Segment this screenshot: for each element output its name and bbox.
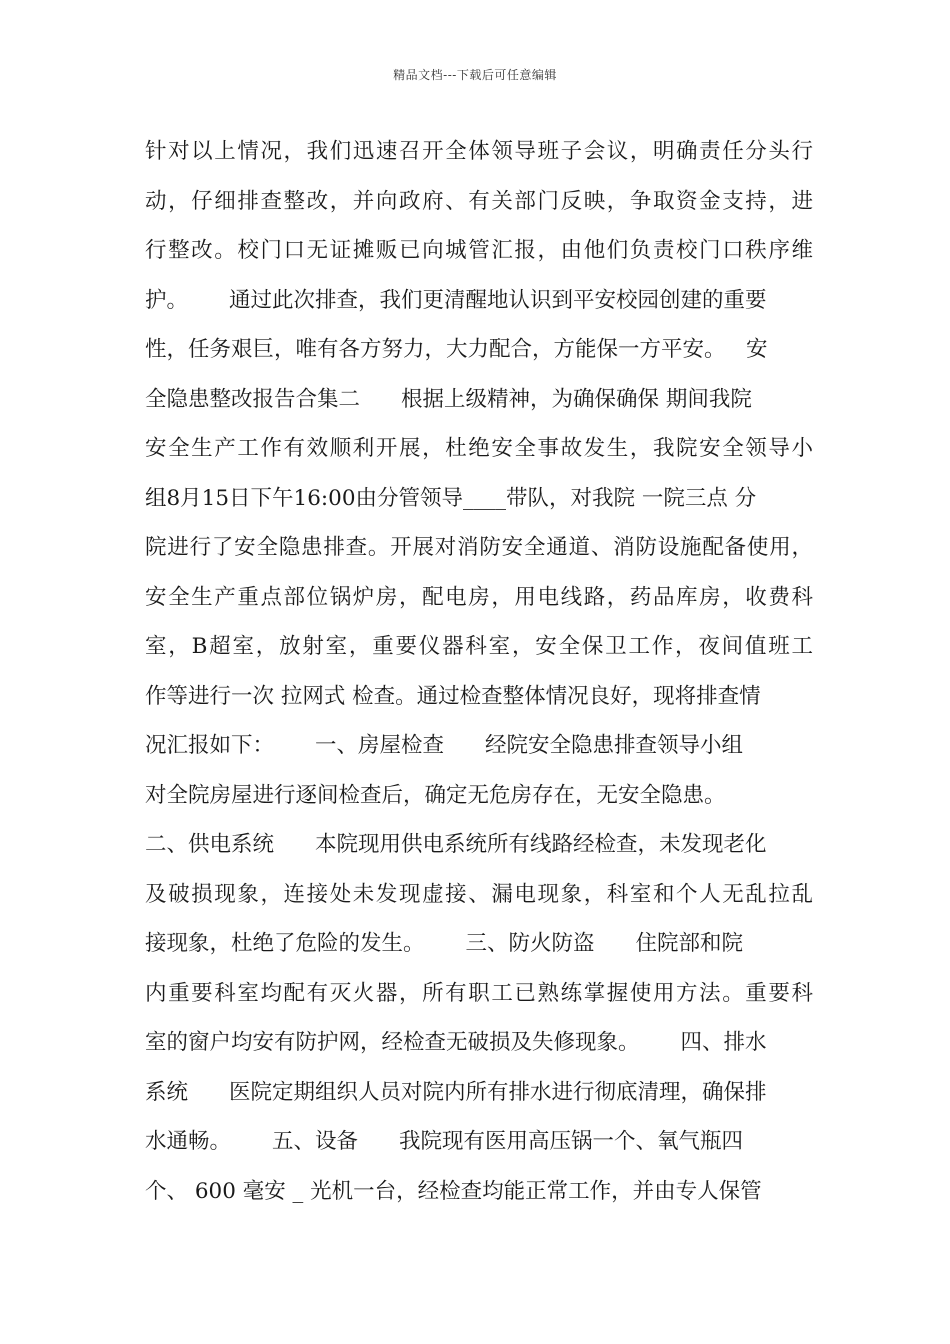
body-text bbox=[145, 132, 813, 1221]
text-line: 二、供电系统 本院现用供电系统所有线路经检查，未发现老化 bbox=[145, 832, 767, 857]
text-line: 系统 医院定期组织人员对院内所有排水进行彻底清理，确保排 bbox=[145, 1079, 767, 1105]
text-line: 水通畅。 五、设备 我院现有医用高压锅一个、氧气瓶四 bbox=[145, 1129, 744, 1154]
text-line: 个、 600 毫安 _ 光机一台，经检查均能正常工作，并由专人保管 bbox=[145, 1178, 762, 1204]
text-line: 组8月15日下午16:00由分管领导____带队，对我院 一院三点 分 bbox=[145, 485, 757, 511]
text-line: 院进行了安全隐患排查。开展对消防安全通道、消防设施配备使用， bbox=[145, 535, 813, 560]
text-line: 室的窗户均安有防护网，经检查无破损及失修现象。 四、排水 bbox=[145, 1030, 767, 1055]
text-line: 及破损现象，连接处未发现虚接、漏电现象，科室和个人无乱拉乱 bbox=[145, 881, 813, 907]
text-line: 室，B超室，放射室，重要仪器科室，安全保卫工作，夜间值班工 bbox=[145, 634, 813, 659]
text-line: 内重要科室均配有灭火器，所有职工已熟练掌握使用方法。重要科 bbox=[145, 980, 813, 1006]
text-line: 全隐患整改报告合集二 根据上级精神，为确保确保 期间我院 bbox=[145, 386, 752, 412]
text-line: 安全生产重点部位锅炉房，配电房，用电线路，药品库房，收费科 bbox=[145, 584, 813, 610]
text-line: 针对以上情况，我们迅速召开全体领导班子会议，明确责任分头行 bbox=[145, 139, 813, 164]
text-line: 接现象，杜绝了危险的发生。 三、防火防盗 住院部和院 bbox=[145, 931, 744, 956]
text-line: 行整改。校门口无证摊贩已向城管汇报，由他们负责校门口秩序维 bbox=[145, 238, 813, 263]
page-header: 精品文档---下载后可任意编辑 bbox=[393, 68, 557, 82]
text-line: 对全院房屋进行逐间检查后，确定无危房存在，无安全隐患。 bbox=[145, 782, 726, 808]
text-line: 安全生产工作有效顺利开展，杜绝安全事故发生，我院安全领导小 bbox=[145, 436, 813, 461]
text-line: 作等进行一次 拉网式 检查。通过检查整体情况良好，现将排查情 bbox=[145, 683, 761, 709]
text-line: 动，仔细排查整改，并向政府、有关部门反映，争取资金支持，进 bbox=[145, 188, 813, 214]
text-line: 护。 通过此次排查，我们更清醒地认识到平安校园创建的重要 bbox=[145, 287, 767, 313]
text-line: 况汇报如下： 一、房屋检查 经院安全隐患排查领导小组 bbox=[145, 733, 744, 758]
text-line: 性，任务艰巨，唯有各方努力，大力配合，方能保一方平安。 安 bbox=[145, 337, 768, 362]
